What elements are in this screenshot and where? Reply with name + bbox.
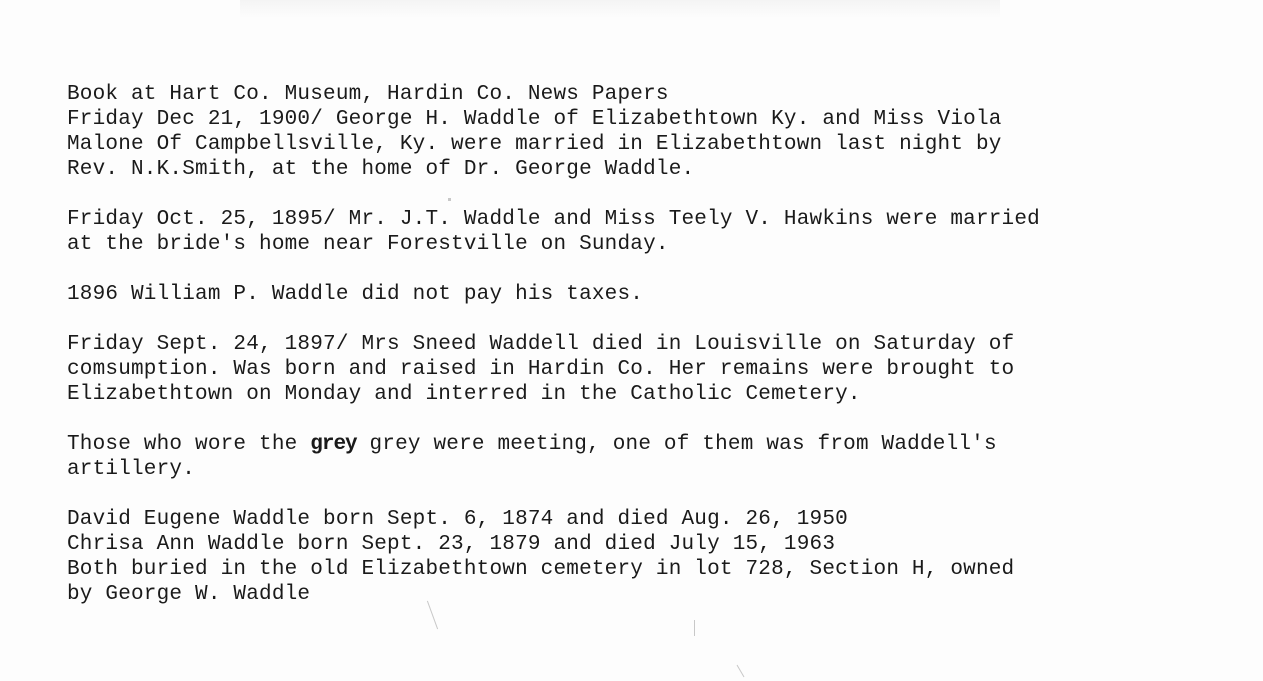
typed-text-block	[67, 82, 1247, 632]
text-line: Friday Sept. 24, 1897/ Mrs Sneed Waddell died in Louisville on Saturday of	[67, 333, 1015, 356]
paragraph-4	[67, 332, 1247, 407]
struck-out-word: grey	[310, 433, 357, 456]
scan-speck	[448, 198, 451, 201]
paragraph-2	[67, 207, 1247, 257]
text-line: 1896 William P. Waddle did not pay his taxes.	[67, 283, 644, 306]
text-line: artillery.	[67, 458, 196, 481]
text-line: David Eugene Waddle born Sept. 6, 1874 and died Aug. 26, 1950	[67, 508, 848, 531]
text-line: Friday Dec 21, 1900/ George H. Waddle of Elizabethtown Ky. and Miss Viola	[67, 108, 1002, 131]
text-line: Malone Of Campbellsville, Ky. were married in Elizabethtown last night by	[67, 133, 1002, 156]
text-line: comsumption. Was born and raised in Hardin Co. Her remains were brought to	[67, 358, 1015, 381]
text-line: Book at Hart Co. Museum, Hardin Co. News Papers	[67, 83, 669, 106]
text-line: Chrisa Ann Waddle born Sept. 23, 1879 and died July 15, 1963	[67, 533, 836, 556]
text-segment: grey were meeting, one of them was from Waddell's	[356, 433, 997, 456]
text-line: Rev. N.K.Smith, at the home of Dr. George Waddle.	[67, 158, 695, 181]
scan-speck	[694, 620, 695, 636]
paragraph-5	[67, 432, 1247, 482]
text-line: Both buried in the old Elizabethtown cemetery in lot 728, Section H, owned	[67, 558, 1015, 581]
text-line	[67, 432, 1247, 457]
paragraph-6	[67, 507, 1247, 607]
text-line: by George W. Waddle	[67, 583, 311, 606]
text-segment: Those who wore the	[67, 433, 311, 456]
paragraph-1	[67, 82, 1247, 182]
text-line: Friday Oct. 25, 1895/ Mr. J.T. Waddle and Miss Teely V. Hawkins were married	[67, 208, 1040, 231]
scan-smudge	[240, 0, 1000, 18]
scan-speck	[737, 665, 745, 678]
paragraph-3	[67, 282, 1247, 307]
text-line: Elizabethtown on Monday and interred in the Catholic Cemetery.	[67, 383, 861, 406]
text-line: at the bride's home near Forestville on Sunday.	[67, 233, 669, 256]
